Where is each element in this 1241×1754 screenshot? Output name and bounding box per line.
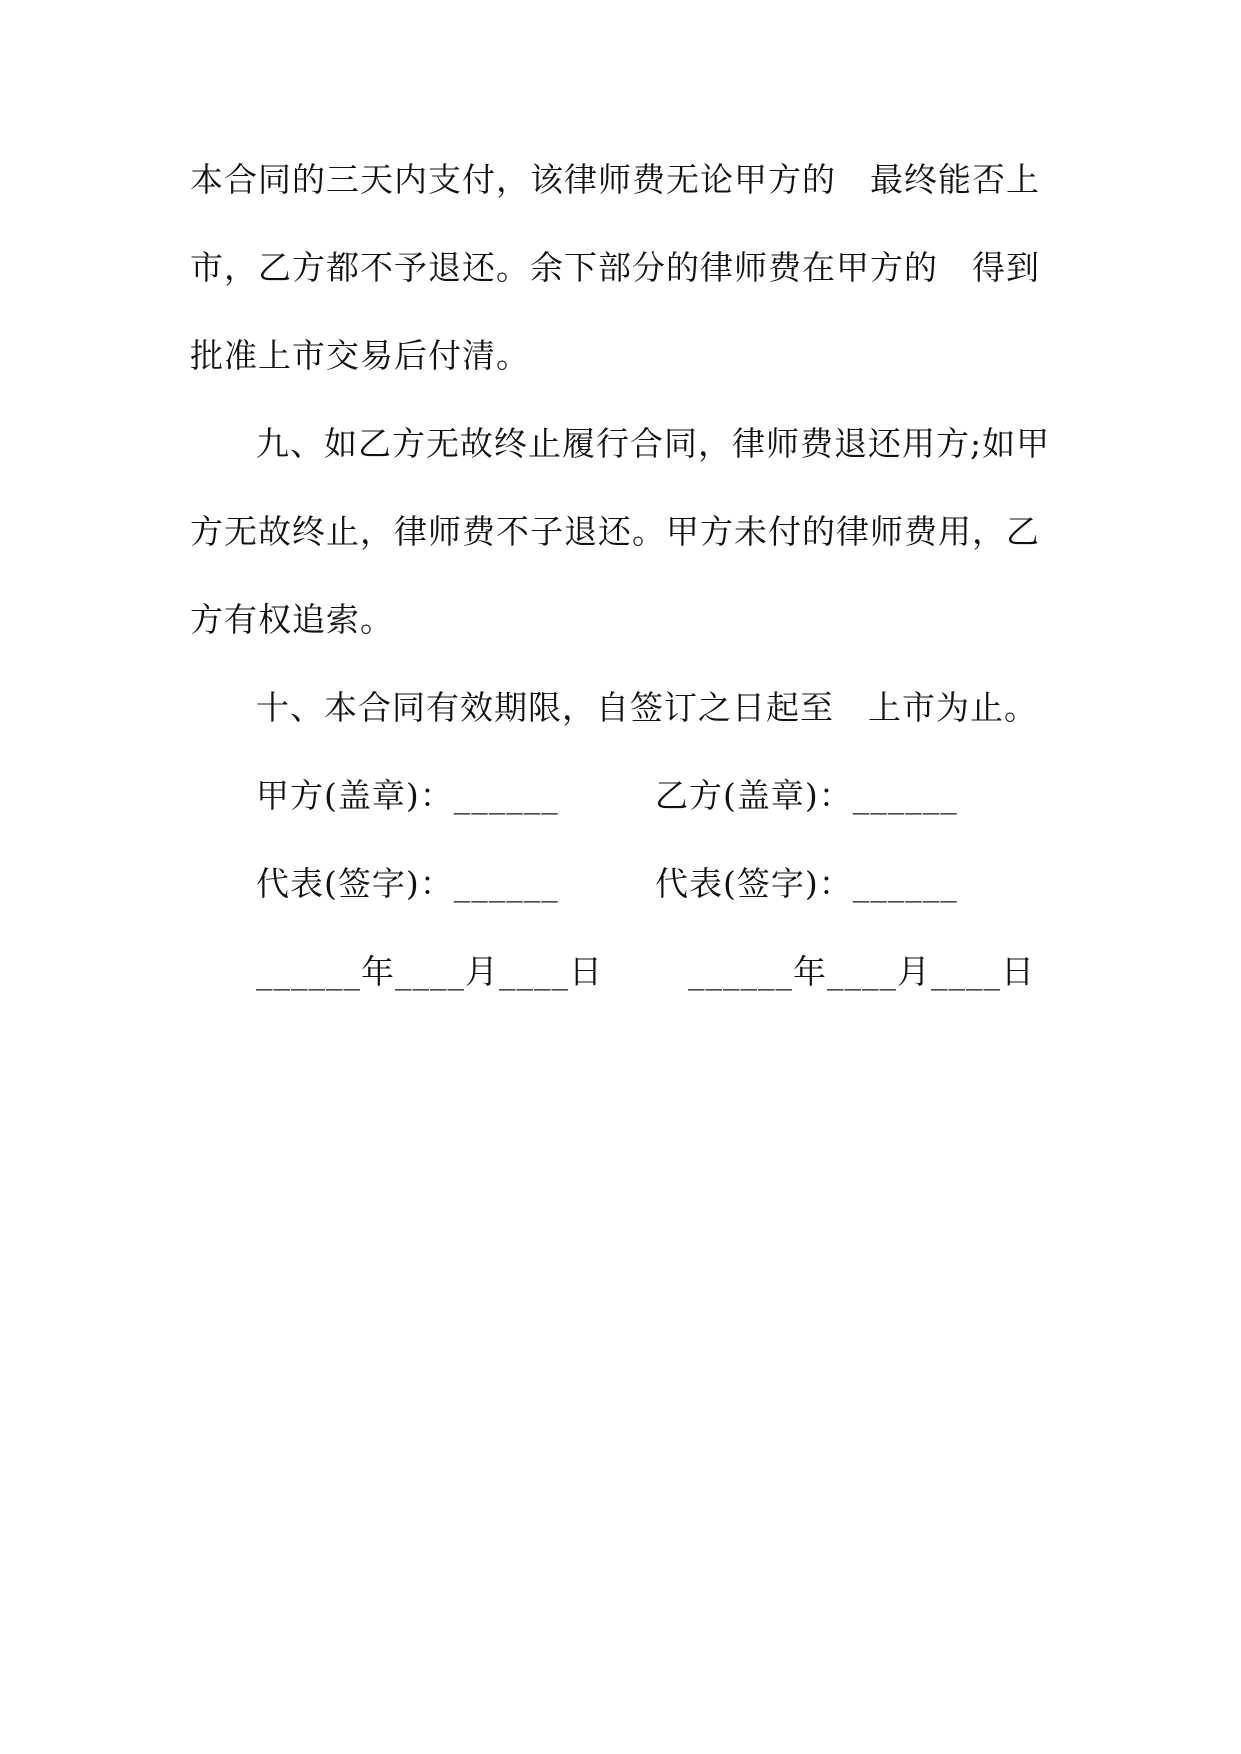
paragraph-9-line-3: 方有权追索。 — [190, 600, 394, 639]
party-a-date-field: ______年____月____日 — [256, 952, 603, 991]
party-a-representative-field: 代表(签字)：______ — [256, 864, 559, 903]
paragraph-9-line-2: 方无故终止，律师费不子退还。甲方未付的律师费用，乙 — [190, 512, 1040, 551]
party-b-seal-field: 乙方(盖章)：______ — [655, 776, 958, 815]
paragraph-8-line-3: 批准上市交易后付清。 — [190, 336, 530, 375]
party-a-seal-field: 甲方(盖章)：______ — [256, 776, 559, 815]
party-b-date-field: ______年____月____日 — [688, 952, 1035, 991]
paragraph-8-line-2: 市，乙方都不予退还。余下部分的律师费在甲方的 得到 — [190, 248, 1040, 287]
paragraph-10-line-1: 十、本合同有效期限，自签订之日起至 上市为止。 — [256, 688, 1038, 727]
party-b-representative-field: 代表(签字)：______ — [655, 864, 958, 903]
paragraph-9-line-1: 九、如乙方无故终止履行合同，律师费退还用方;如甲 — [256, 424, 1051, 463]
paragraph-8-line-1: 本合同的三天内支付，该律师费无论甲方的 最终能否上 — [190, 160, 1040, 199]
